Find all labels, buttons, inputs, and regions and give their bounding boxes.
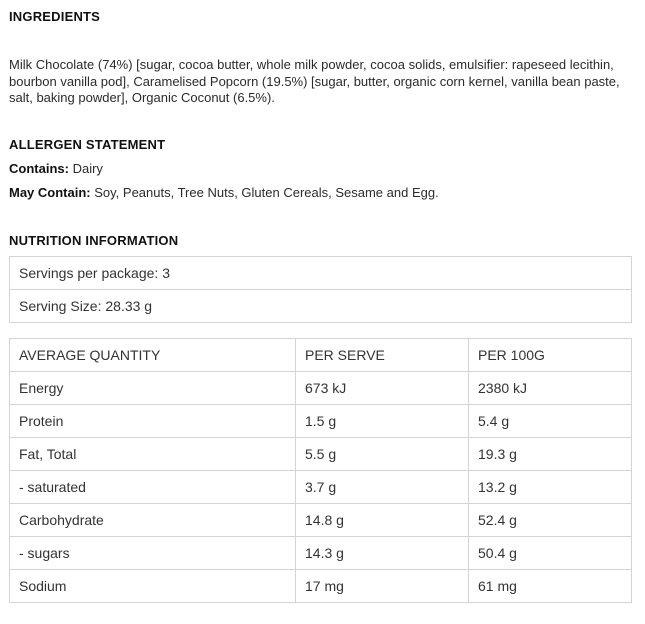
per-100g-value: 2380 kJ [469, 372, 632, 405]
nutrient-name: Fat, Total [10, 438, 296, 471]
may-contain-value: Soy, Peanuts, Tree Nuts, Gluten Cereals, Sesame and Egg. [94, 185, 439, 200]
per-100g-value: 5.4 g [469, 405, 632, 438]
nutrition-heading: NUTRITION INFORMATION [9, 233, 179, 248]
table-row [10, 504, 632, 537]
table-header-row [10, 339, 632, 372]
per-100g-value: 50.4 g [469, 537, 632, 570]
column-header-per-serve: PER SERVE [296, 339, 469, 372]
per-serve-value: 5.5 g [296, 438, 469, 471]
table-row [10, 537, 632, 570]
contains-line [9, 161, 629, 178]
may-contain-label: May Contain: [9, 185, 91, 200]
per-serve-value: 17 mg [296, 570, 469, 603]
table-row [10, 372, 632, 405]
allergen-heading: ALLERGEN STATEMENT [9, 137, 166, 152]
per-serve-value: 673 kJ [296, 372, 469, 405]
contains-value: Dairy [72, 161, 103, 176]
nutrition-table [9, 338, 632, 603]
per-100g-value: 52.4 g [469, 504, 632, 537]
table-row [10, 471, 632, 504]
per-serve-value: 14.8 g [296, 504, 469, 537]
contains-label: Contains: [9, 161, 69, 176]
nutrient-name: - sugars [10, 537, 296, 570]
per-100g-value: 19.3 g [469, 438, 632, 471]
ingredients-text: Milk Chocolate (74%) [sugar, cocoa butter, whole milk powder, cocoa solids, emulsifier: rapeseed lecithin, bourbon vanilla pod], Caramelised Popcorn (19.5%) [sugar, butter, organic corn kernel, vanilla bean paste, salt, baking powder], Organic Coconut (6.5%). [9, 57, 620, 105]
servings-per-package: Servings per package: 3 [10, 257, 632, 290]
serving-size: Serving Size: 28.33 g [10, 290, 632, 323]
nutrient-name: Energy [10, 372, 296, 405]
per-serve-value: 14.3 g [296, 537, 469, 570]
nutrient-name: Carbohydrate [10, 504, 296, 537]
nutrient-name: Sodium [10, 570, 296, 603]
may-contain-line [9, 185, 629, 202]
nutrient-name: Protein [10, 405, 296, 438]
servings-table [9, 256, 632, 323]
serving-size-row [10, 290, 632, 323]
nutrient-name: - saturated [10, 471, 296, 504]
table-row [10, 570, 632, 603]
table-row [10, 438, 632, 471]
column-header-quantity: AVERAGE QUANTITY [10, 339, 296, 372]
per-100g-value: 61 mg [469, 570, 632, 603]
table-row [10, 405, 632, 438]
per-serve-value: 1.5 g [296, 405, 469, 438]
ingredients-heading: INGREDIENTS [9, 9, 101, 24]
servings-row [10, 257, 632, 290]
column-header-per-100g: PER 100G [469, 339, 632, 372]
per-serve-value: 3.7 g [296, 471, 469, 504]
per-100g-value: 13.2 g [469, 471, 632, 504]
